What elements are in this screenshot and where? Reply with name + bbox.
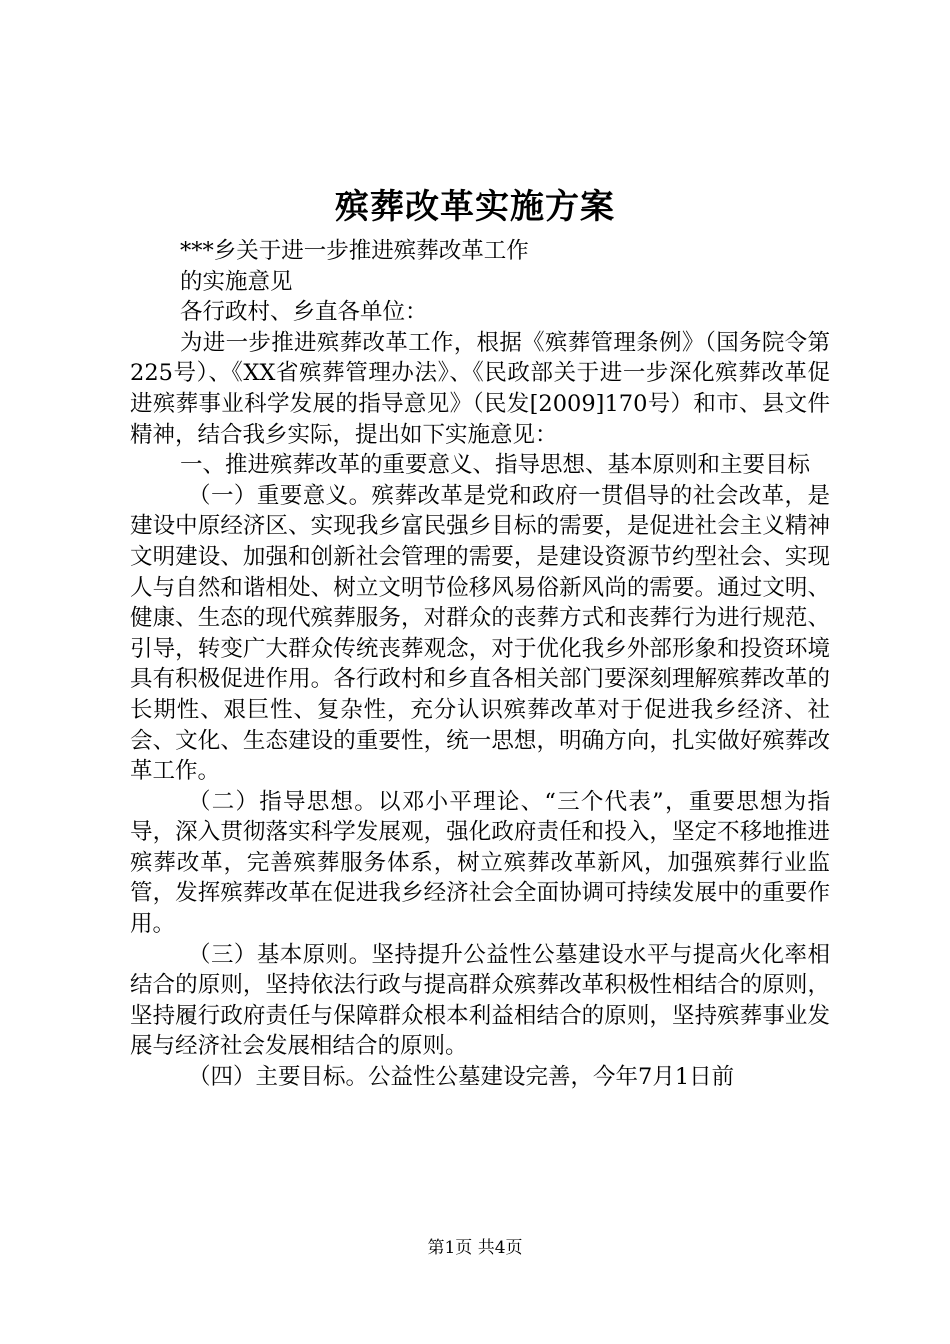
- page-footer: 第1页 共4页: [427, 1238, 523, 1258]
- salutation: 各行政村、乡直各单位：: [180, 299, 428, 326]
- paragraph-guiding-ideology: （二）指导思想。以邓小平理论、“三个代表”，重要思想为指导，深入贯彻落实科学发展观，强化政府责任和投入，坚定不移地推进殡葬改革，完善殡葬服务体系，树立殡葬改革新风，加强殡葬行业监管，发挥殡葬改革在促进我乡经济社会全面协调可持续发展中的重要作用。: [130, 788, 830, 938]
- document-title: 殡葬改革实施方案: [335, 187, 615, 227]
- paragraph-basic-principles: （三）基本原则。坚持提升公益性公墓建设水平与提高火化率相结合的原则，坚持依法行政与提高群众殡葬改革积极性相结合的原则，坚持履行政府责任与保障群众根本利益相结合的原则，坚持殡葬事业发展与经济社会发展相结合的原则。: [130, 941, 830, 1060]
- paragraph-main-goals: （四）主要目标。公益性公墓建设完善，今年7月1日前: [188, 1064, 735, 1091]
- paragraph-significance: （一）重要意义。殡葬改革是党和政府一贯倡导的社会改革，是建设中原经济区、实现我乡富民强乡目标的需要，是促进社会主义精神文明建设、加强和创新社会管理的需要，是建设资源节约型社会、实现人与自然和谐相处、树立文明节俭移风易俗新风尚的需要。通过文明、健康、生态的现代殡葬服务，对群众的丧葬方式和丧葬行为进行规范、引导，转变广大群众传统丧葬观念，对于优化我乡外部形象和投资环境具有积极促进作用。各行政村和乡直各相关部门要深刻理解殡葬改革的长期性、艰巨性、复杂性，充分认识殡葬改革对于促进我乡经济、社会、文化、生态建设的重要性，统一思想，明确方向，扎实做好殡葬改革工作。: [130, 482, 830, 785]
- paragraph-intro: 为进一步推进殡葬改革工作，根据《殡葬管理条例》（国务院令第225号）、《XX省殡葬管理办法》、《民政部关于进一步深化殡葬改革促进殡葬事业科学发展的指导意见》（民发[2009]170号）和市、县文件精神，结合我乡实际，提出如下实施意见：: [130, 329, 830, 448]
- subtitle-line-2: 的实施意见: [180, 268, 293, 295]
- section-heading-1: 一、推进殡葬改革的重要意义、指导思想、基本原则和主要目标: [180, 452, 811, 479]
- document-body: [130, 236, 830, 1093]
- subtitle-line-1: ***乡关于进一步推进殡葬改革工作: [180, 238, 529, 264]
